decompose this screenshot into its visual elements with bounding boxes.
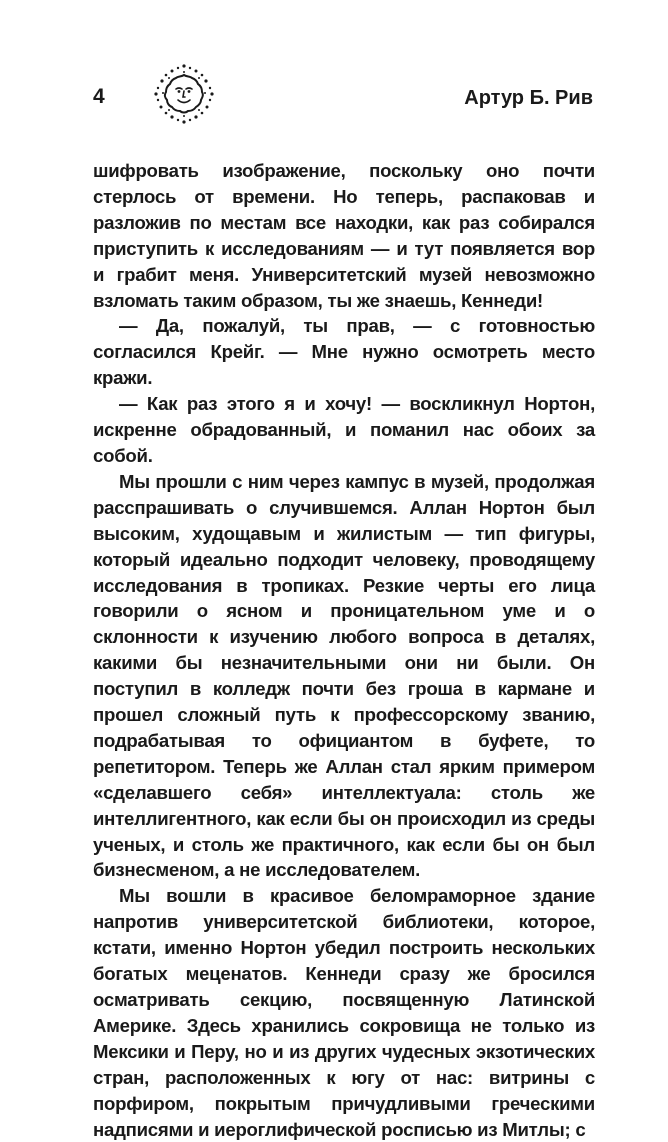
page-header xyxy=(0,0,668,150)
paragraph: Мы вошли в красивое беломраморное здание напротив университетской библиотеки, которое, кстати, именно Нортон убедил построить нескольких богатых меценатов. Кеннеди сразу же бросился осматривать секцию, посвященную Латинской Америке. Здесь хранились сокровища не только из Мексики и Перу, но и из других чудесных экзотических стран, расположенных к югу от нас: витрины с порфиром, покрытым причудливыми греческими надписями и иероглифической росписью из Митлы; с xyxy=(93,885,595,1140)
paragraph: шифровать изображение, поскольку оно почти стерлось от времени. Но теперь, распаковав и разложив по местам все находки, как раз собирался приступить к исследованиям — и тут появляется вор и грабит меня. Университетский музей невозможно взломать таким образом, ты же знаешь, Кеннеди! xyxy=(93,160,595,311)
body-text xyxy=(93,158,595,1142)
page-number: 4 xyxy=(93,85,105,108)
sun-face-icon xyxy=(152,62,216,126)
running-title: Артур Б. Рив xyxy=(464,87,593,109)
paragraph: Мы прошли с ним через кампус в музей, продолжая расспрашивать о случившемся. Аллан Нортон был высоким, худощавым и жилистым — тип фигуры, который идеально подходит человеку, проводящему исследования в тропиках. Резкие черты его лица говорили о ясном и проницательном уме и о склонности к изучению любого вопроса в деталях, какими бы незначительными они ни были. Он поступил в колледж почти без гроша в кармане и прошел сложный путь к профессорскому званию, подрабатывая то официантом в буфете, то репетитором. Теперь же Аллан стал ярким примером «сделавшего себя» интеллектуала: столь же интеллигентного, как если бы он происходил из среды ученых, и столь же практичного, как если бы он был бизнесменом, а не исследователем. xyxy=(93,470,595,881)
paragraph: — Да, пожалуй, ты прав, — с готовностью согласился Крейг. — Мне нужно осмотреть место кражи. xyxy=(93,315,595,389)
paragraph: — Как раз этого я и хочу! — воскликнул Нортон, искренне обрадованный, и поманил нас обоих за собой. xyxy=(93,393,595,466)
